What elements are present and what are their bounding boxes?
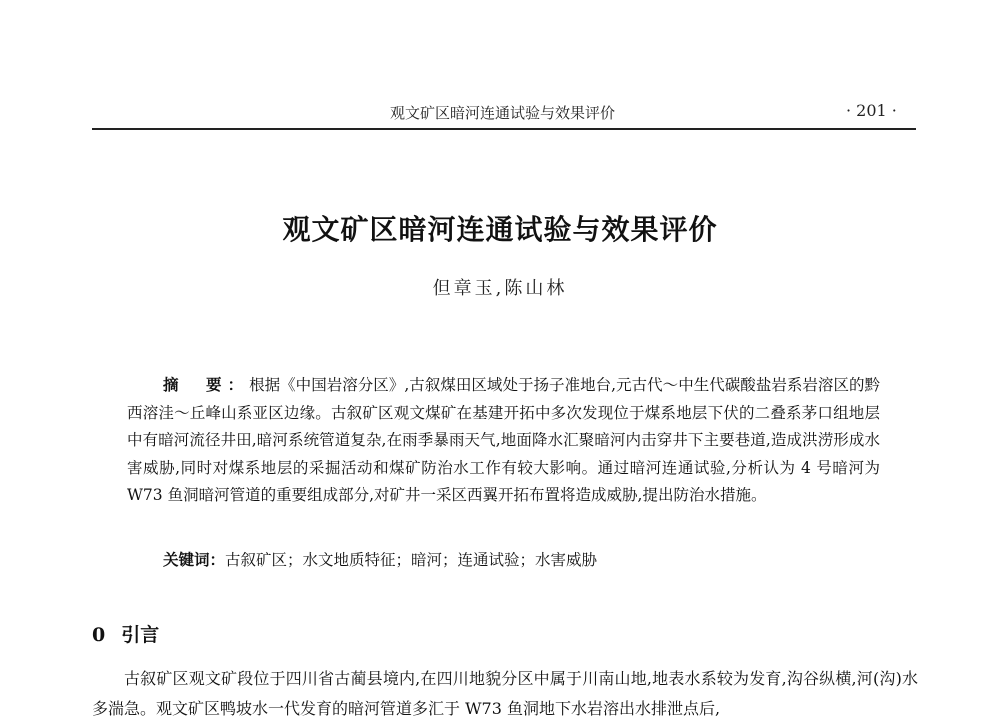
abstract <box>127 372 880 510</box>
page-number: · 201 · <box>846 101 897 120</box>
section-number: 0 <box>92 624 106 646</box>
section-heading <box>92 620 159 647</box>
keywords-label: 关键词： <box>163 551 226 569</box>
article-authors: 但章玉,陈山林 <box>432 278 568 299</box>
header-rule <box>92 128 916 130</box>
keywords-text: 古叙矿区；水文地质特征；暗河；连通试验；水害威胁 <box>225 551 598 569</box>
abstract-text: 根据《中国岩溶分区》,古叙煤田区域处于扬子准地台,元古代～中生代碳酸盐岩系岩溶区的黔西溶洼～丘峰山系亚区边缘。古叙矿区观文煤矿在基建开拓中多次发现位于煤系地层下伏的二叠系茅口组地层中有暗河流径井田,暗河系统管道复杂,在雨季暴雨天气,地面降水汇聚暗河内击穿井下主要巷道,造成洪涝形成水害威胁,同时对煤系地层的采掘活动和煤矿防治水工作有较大影响。通过暗河连通试验,分析认为 4 号暗河为 W73 鱼洞暗河管道的重要组成部分,对矿井一采区西翼开拓布置将造成威胁,提出防治水措施。 <box>127 376 880 504</box>
keywords <box>163 548 883 572</box>
section-title: 引言 <box>121 624 160 646</box>
article-title: 观文矿区暗河连通试验与效果评价 <box>282 213 718 246</box>
running-head-title: 观文矿区暗河连通试验与效果评价 <box>390 104 616 122</box>
abstract-label: 摘 要： <box>163 376 250 394</box>
body-paragraph: 古叙矿区观文矿段位于四川省古蔺县境内,在四川地貌分区中属于川南山地,地表水系较为发育,沟谷纵横,河(沟)水多湍急。观文矿区鸭坡水一代发育的暗河管道多汇于 W73 鱼洞地下水岩溶出水排泄点后, <box>92 669 918 718</box>
